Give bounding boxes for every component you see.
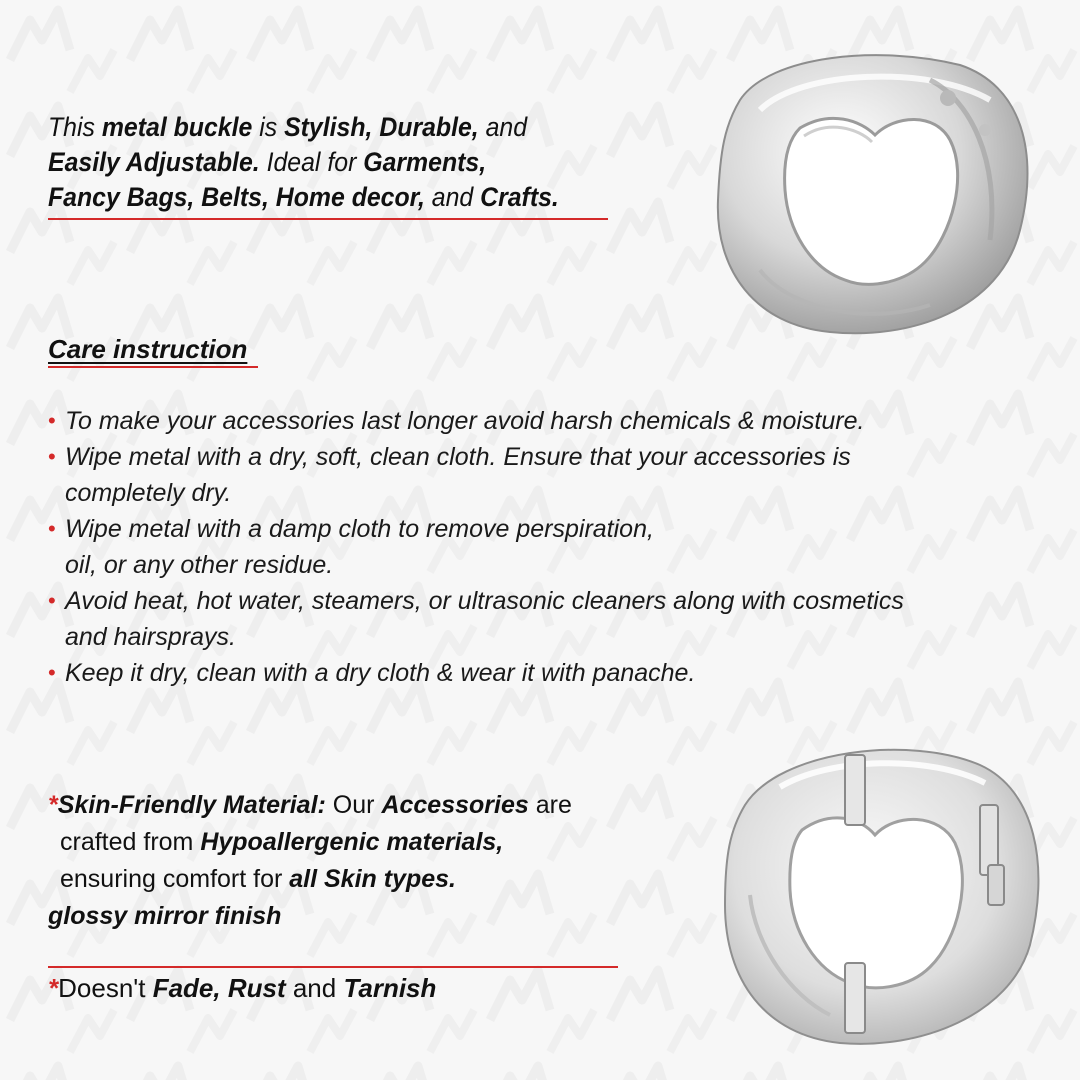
care-title: Care instruction xyxy=(48,334,248,364)
intro-underline xyxy=(48,218,608,220)
care-list xyxy=(48,403,1008,691)
divider-line xyxy=(48,966,618,968)
care-item: • To make your accessories last longer avoid harsh chemicals & moisture. xyxy=(48,407,865,435)
skin-line-3: ensuring comfort for all Skin types. xyxy=(60,865,457,893)
care-item: • Avoid heat, hot water, steamers, or ultrasonic cleaners along with cosmetics and hairsprays. xyxy=(48,587,904,651)
skin-line-2: crafted from Hypoallergenic materials, xyxy=(60,828,504,856)
skin-line-1: *Skin-Friendly Material: Our Accessories are xyxy=(48,791,572,819)
product-image-hammered-buckle xyxy=(700,40,1050,350)
care-title-underline xyxy=(48,366,258,368)
fade-rust-tarnish: *Doesn't Fade, Rust and Tarnish xyxy=(48,973,437,1003)
care-item: • Wipe metal with a dry, soft, clean cloth. Ensure that your accessories is completely dry. xyxy=(48,443,851,507)
care-item: • Keep it dry, clean with a dry cloth & wear it with panache. xyxy=(48,659,696,687)
product-image-smooth-buckle xyxy=(710,735,1050,1055)
intro-paragraph: This metal buckle is Stylish, Durable, and Easily Adjustable. Ideal for Garments, Fancy Bags, Belts, Home decor, and Crafts. xyxy=(48,112,559,212)
care-item: • Wipe metal with a damp cloth to remove perspiration, oil, or any other residue. xyxy=(48,515,654,579)
skin-friendly-section xyxy=(48,787,648,935)
glossy-finish: glossy mirror finish xyxy=(48,902,282,930)
